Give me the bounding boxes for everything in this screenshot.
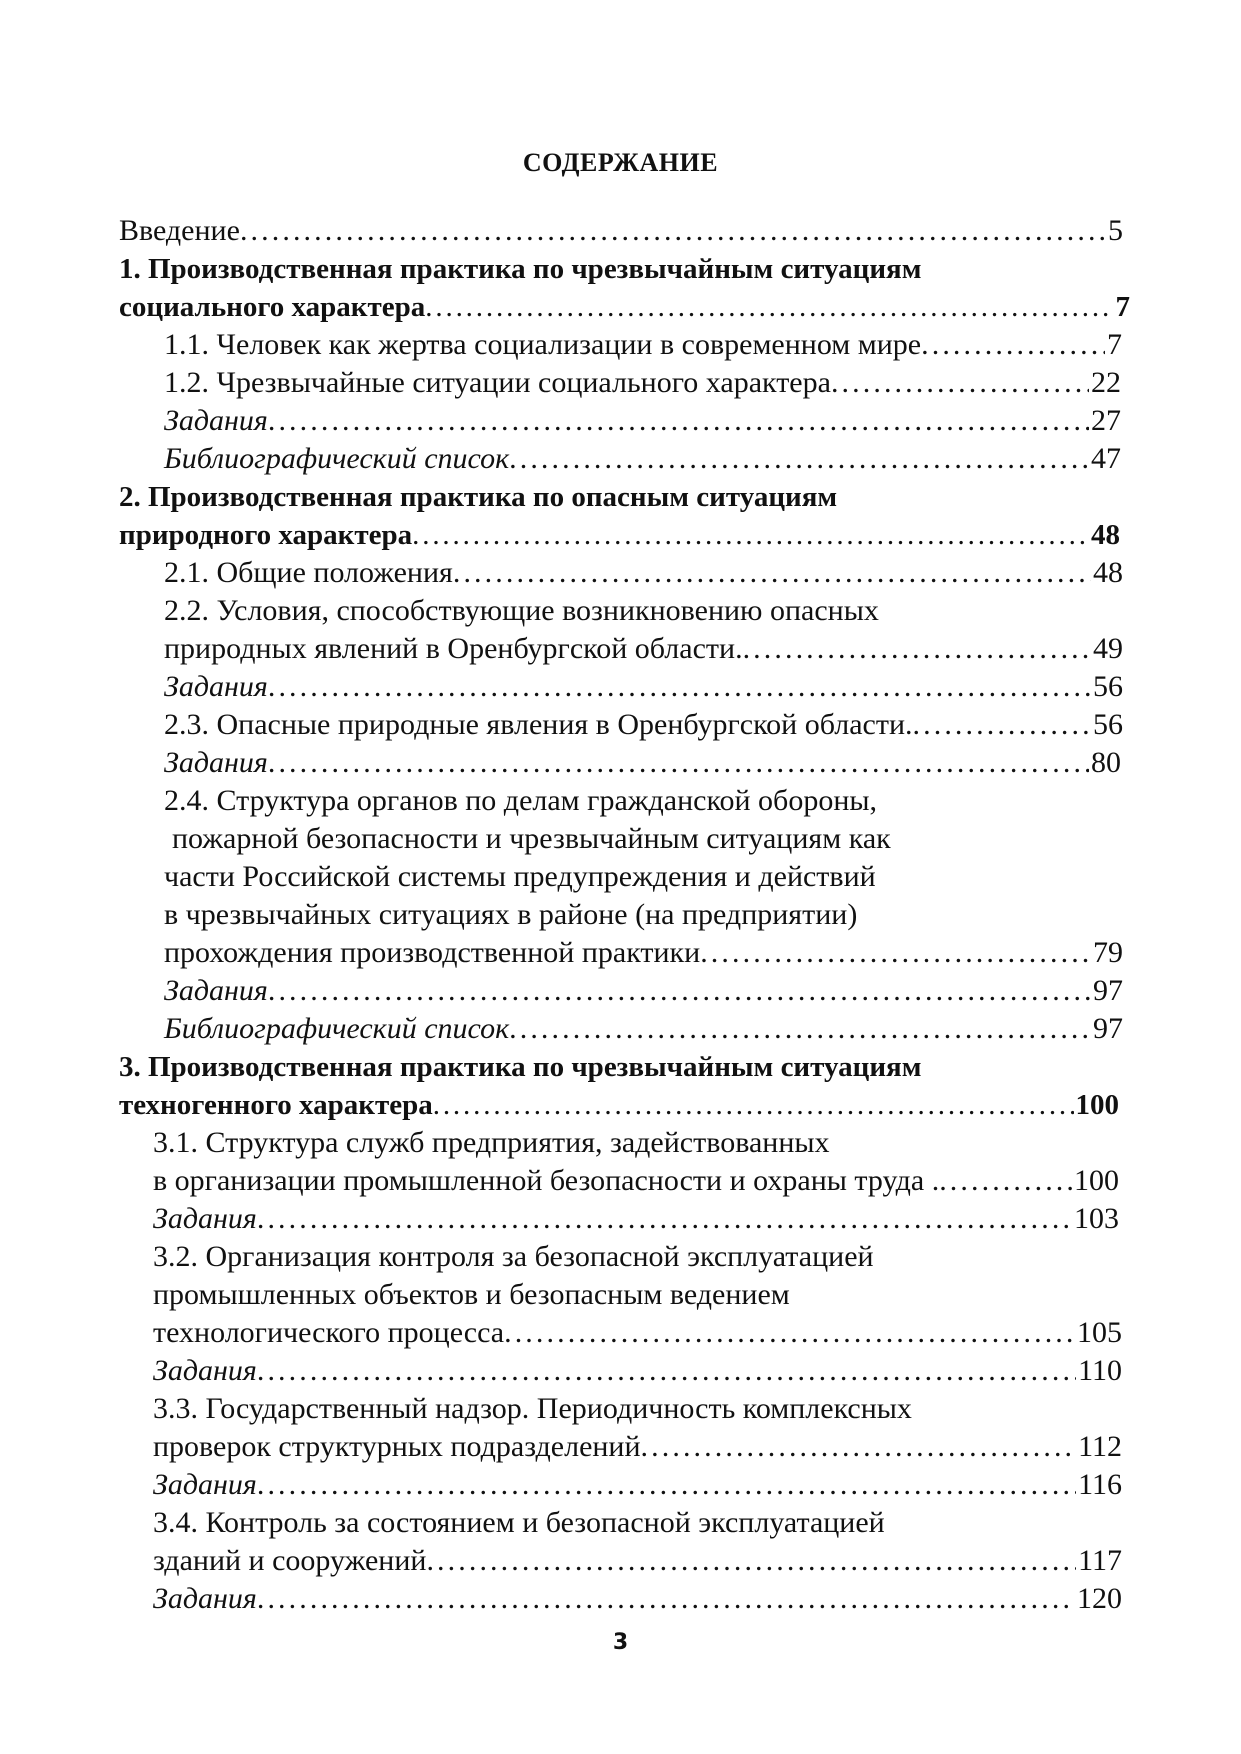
toc-entry-2-2-title: 2.2. Условия, способствующие возникновению опасных bbox=[164, 594, 879, 627]
toc-entry-tasks bbox=[164, 668, 1123, 706]
toc-entry-tasks bbox=[153, 1352, 1122, 1390]
toc-page-number: 100 bbox=[1075, 1089, 1119, 1121]
toc-page-number: 48 bbox=[1091, 519, 1120, 551]
toc-entry-2-4 bbox=[164, 934, 1123, 972]
toc-label: Задания bbox=[164, 404, 268, 437]
dot-leader bbox=[412, 516, 1089, 554]
toc-page-number: 80 bbox=[1091, 746, 1121, 779]
toc-entry-3-2-line-2: промышленных объектов и безопасным ведением bbox=[153, 1278, 790, 1311]
toc-entry-2-3 bbox=[164, 706, 1123, 744]
toc-entry-1-1 bbox=[164, 326, 1122, 364]
dot-leader bbox=[700, 934, 1091, 972]
toc-page-number: 48 bbox=[1093, 556, 1123, 589]
toc-label: социального характера bbox=[119, 291, 426, 323]
toc-label: техногенного характера bbox=[119, 1089, 433, 1121]
toc-label: проверок структурных подразделений bbox=[153, 1430, 641, 1463]
toc-entry-tasks bbox=[164, 744, 1121, 782]
toc-entry-3-4 bbox=[153, 1542, 1122, 1580]
toc-entry-chapter-1 bbox=[119, 288, 1130, 326]
toc-page-number: 103 bbox=[1074, 1202, 1119, 1235]
dot-leader bbox=[939, 1162, 1072, 1200]
toc-page-number: 100 bbox=[1074, 1164, 1119, 1197]
toc-entry-intro bbox=[119, 212, 1123, 250]
toc-label: Задания bbox=[164, 746, 268, 779]
toc-entry-tasks bbox=[153, 1580, 1122, 1618]
toc-entry-chapter-2 bbox=[119, 516, 1120, 554]
toc-page-number: 56 bbox=[1093, 670, 1123, 703]
page-title: СОДЕРЖАНИЕ bbox=[522, 148, 719, 177]
toc-label: Библиографический список bbox=[164, 1012, 510, 1045]
toc-page-number: 7 bbox=[1115, 291, 1130, 323]
dot-leader bbox=[257, 1466, 1076, 1504]
toc-entry-2-4-line-1: 2.4. Структура органов по делам гражданской обороны, bbox=[164, 784, 878, 817]
dot-leader bbox=[240, 212, 1106, 250]
toc-entry-bibliography bbox=[164, 1010, 1123, 1048]
toc-entry-2-4-line-3: части Российской системы предупреждения и действий bbox=[164, 860, 876, 893]
toc-entry-3-1 bbox=[153, 1162, 1119, 1200]
toc-page-number: 110 bbox=[1078, 1354, 1122, 1387]
toc-page-number: 117 bbox=[1078, 1544, 1122, 1577]
dot-leader bbox=[268, 402, 1089, 440]
toc-entry-tasks bbox=[153, 1466, 1122, 1504]
toc-label: Задания bbox=[153, 1582, 257, 1615]
toc-label: в организации промышленной безопасности и охраны труда . bbox=[153, 1164, 940, 1197]
dot-leader bbox=[257, 1352, 1076, 1390]
toc-label: природного характера bbox=[119, 519, 413, 551]
dot-leader bbox=[504, 1314, 1075, 1352]
toc-label: Задания bbox=[153, 1468, 257, 1501]
toc-chapter-3-title: 3. Производственная практика по чрезвычайным ситуациям bbox=[119, 1051, 922, 1083]
toc-label: 1.1. Человек как жертва социализации в современном мире bbox=[164, 328, 922, 361]
page-number: 3 bbox=[612, 1630, 629, 1655]
toc-label: 1.2. Чрезвычайные ситуации социального характера bbox=[164, 366, 831, 399]
toc-page-number: 105 bbox=[1077, 1316, 1122, 1349]
toc-label: Библиографический список bbox=[164, 442, 510, 475]
toc-page-number: 79 bbox=[1093, 936, 1123, 969]
dot-leader bbox=[509, 1010, 1091, 1048]
dot-leader bbox=[257, 1580, 1075, 1618]
dot-leader bbox=[913, 706, 1091, 744]
toc-entry-3-3 bbox=[153, 1428, 1122, 1466]
toc-chapter-1-title: 1. Производственная практика по чрезвычайным ситуациям bbox=[119, 253, 922, 285]
dot-leader bbox=[433, 1086, 1074, 1124]
toc-page-number: 97 bbox=[1093, 974, 1123, 1007]
toc-entry-tasks bbox=[164, 972, 1123, 1010]
toc-page-number: 49 bbox=[1093, 632, 1123, 665]
toc-label: Введение bbox=[119, 214, 240, 247]
toc-entry-1-2 bbox=[164, 364, 1121, 402]
toc-page-number: 47 bbox=[1091, 442, 1121, 475]
toc-entry-3-2 bbox=[153, 1314, 1122, 1352]
toc-page-number: 27 bbox=[1091, 404, 1121, 437]
toc-entry-3-2-line-1: 3.2. Организация контроля за безопасной эксплуатацией bbox=[153, 1240, 874, 1273]
toc-entry-3-1-title: 3.1. Структура служб предприятия, задействованных bbox=[153, 1126, 830, 1159]
dot-leader bbox=[268, 744, 1089, 782]
toc-page-number: 120 bbox=[1077, 1582, 1122, 1615]
toc-entry-bibliography bbox=[164, 440, 1121, 478]
toc-page-number: 22 bbox=[1091, 366, 1121, 399]
toc-chapter-2-title: 2. Производственная практика по опасным ситуациям bbox=[119, 481, 838, 513]
toc-entry-3-3-title: 3.3. Государственный надзор. Периодичность комплексных bbox=[153, 1392, 912, 1425]
toc-label: зданий и сооружений bbox=[153, 1544, 427, 1577]
toc-page-number: 56 bbox=[1093, 708, 1123, 741]
toc-page-number: 5 bbox=[1108, 214, 1123, 247]
toc-entry-2-1 bbox=[164, 554, 1123, 592]
toc-label: Задания bbox=[153, 1202, 257, 1235]
dot-leader bbox=[268, 972, 1091, 1010]
toc-page-number: 116 bbox=[1078, 1468, 1122, 1501]
dot-leader bbox=[509, 440, 1089, 478]
toc-entry-2-2 bbox=[164, 630, 1123, 668]
dot-leader bbox=[453, 554, 1091, 592]
toc-page-number: 112 bbox=[1078, 1430, 1122, 1463]
toc-entry-tasks bbox=[153, 1200, 1119, 1238]
toc-page-number: 7 bbox=[1107, 328, 1122, 361]
toc-label: Задания bbox=[164, 670, 268, 703]
dot-leader bbox=[921, 326, 1105, 364]
toc-label: природных явлений в Оренбургской области. bbox=[164, 632, 743, 665]
toc-label: технологического процесса bbox=[153, 1316, 505, 1349]
dot-leader bbox=[641, 1428, 1077, 1466]
dot-leader bbox=[743, 630, 1091, 668]
toc-label: 2.3. Опасные природные явления в Оренбургской области. bbox=[164, 708, 913, 741]
toc-entry-3-4-title: 3.4. Контроль за состоянием и безопасной эксплуатацией bbox=[153, 1506, 885, 1539]
dot-leader bbox=[268, 668, 1091, 706]
toc-label: Задания bbox=[164, 974, 268, 1007]
toc-label: прохождения производственной практики bbox=[164, 936, 701, 969]
dot-leader bbox=[831, 364, 1089, 402]
toc-entry-tasks bbox=[164, 402, 1121, 440]
dot-leader bbox=[426, 1542, 1076, 1580]
dot-leader bbox=[425, 288, 1113, 326]
toc-entry-2-4-line-2: пожарной безопасности и чрезвычайным ситуациям как bbox=[172, 822, 891, 855]
toc-label: 2.1. Общие положения bbox=[164, 556, 453, 589]
toc-label: Задания bbox=[153, 1354, 257, 1387]
toc-entry-chapter-3 bbox=[119, 1086, 1119, 1124]
dot-leader bbox=[257, 1200, 1072, 1238]
toc-entry-2-4-line-4: в чрезвычайных ситуациях в районе (на предприятии) bbox=[164, 898, 858, 931]
toc-page-number: 97 bbox=[1093, 1012, 1123, 1045]
